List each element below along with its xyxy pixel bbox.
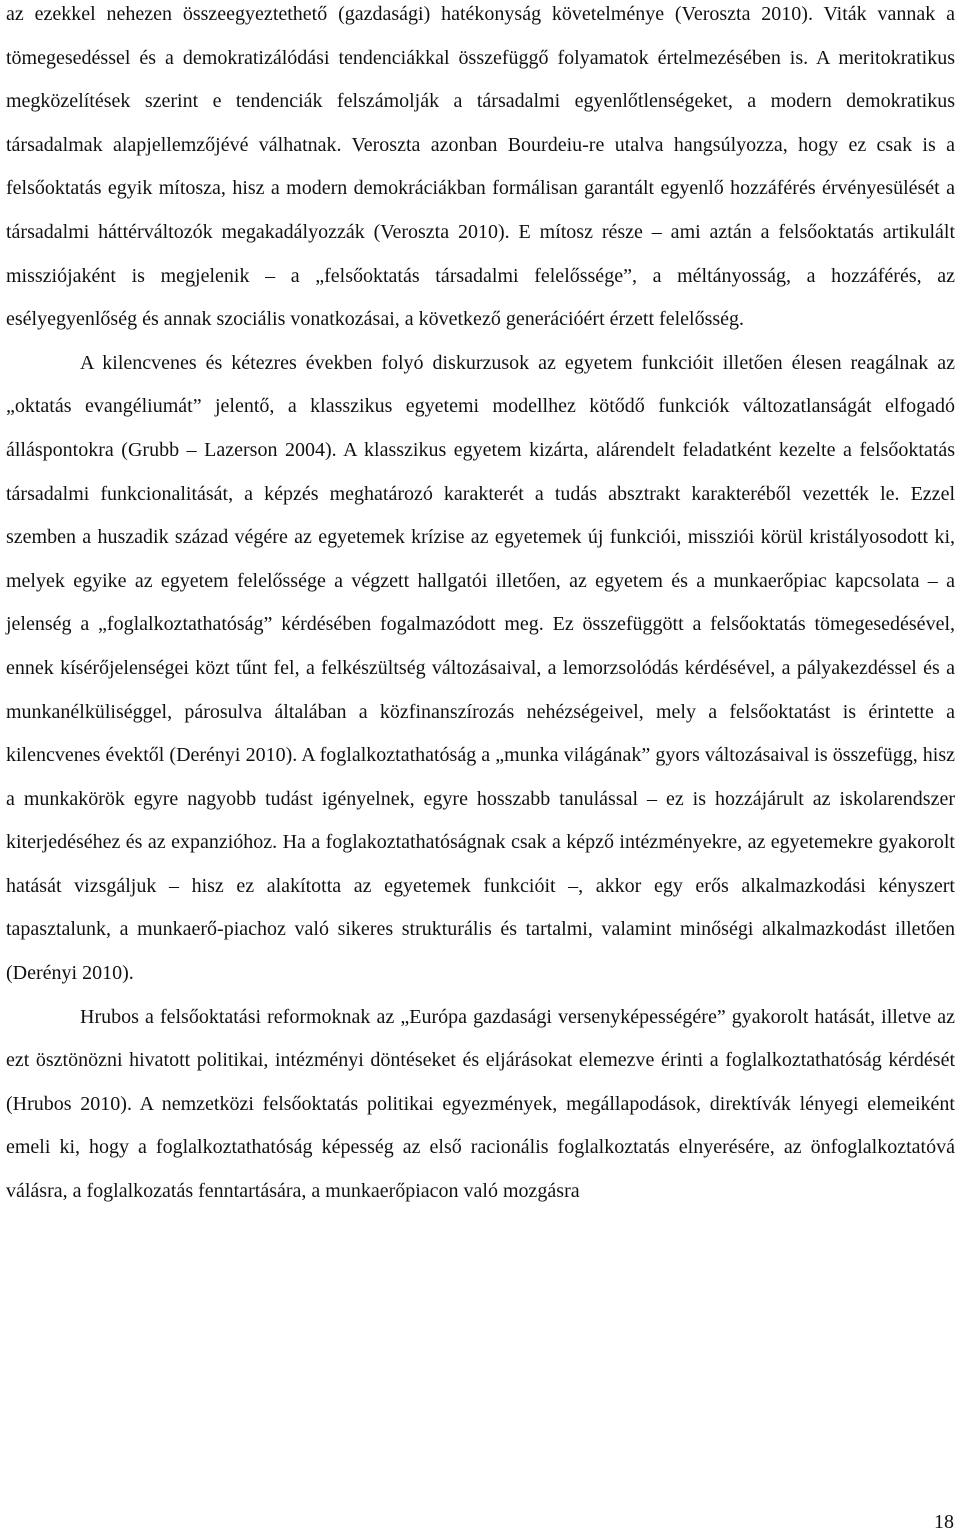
paragraph-1: az ezekkel nehezen összeegyeztethető (gazdasági) hatékonyság követelménye (Veroszta 2010). Viták vannak a tömegesedéssel és a demokratizálódási tendenciákkal összefüggő folyamatok értelmezésében is. A meritokratikus megközelítések szerint e tendenciák felszámolják a társadalmi egyenlőtlenségeket, a modern demokratikus társadalmak alapjellemzőjévé válhatnak. Veroszta azonban Bourdeiu-re utalva hangsúlyozza, hogy ez csak is a felsőoktatás egyik mítosza, hisz a modern demokráciákban formálisan garantált egyenlő hozzáférés érvényesülését a társadalmi háttérváltozók megakadályozzák (Veroszta 2010). E mítosz része – ami aztán a felsőoktatás artikulált missziójaként is megjelenik – a „felsőoktatás társadalmi felelőssége”, a méltányosság, a hozzáférés, az esélyegyenlőség és annak szociális vonatkozásai, a következő generációért érzett felelősség. bbox=[6, 3, 955, 331]
paragraph-2: A kilencvenes és kétezres években folyó diskurzusok az egyetem funkcióit illetően élesen reagálnak az „oktatás evangéliumát” jelentő, a klasszikus egyetemi modellhez kötődő funkciók változatlanságát elfogadó álláspontokra (Grubb – Lazerson 2004). A klasszikus egyetem kizárta, alárendelt feladatként kezelte a felsőoktatás társadalmi funkcionalitását, a képzés meghatározó karakterét a tudás absztrakt karakteréből vezették le. Ezzel szemben a huszadik század végére az egyetemek krízise az egyetemek új funkciói, missziói körül kristályosodott ki, melyek egyike az egyetem felelőssége a végzett hallgatói illetően, az egyetem és a munkaerőpiac kapcsolata – a jelenség a „foglalkoztathatóság” kérdésében fogalmazódott meg. Ez összefüggött a felsőoktatás tömegesedésével, ennek kísérőjelenségei közt tűnt fel, a felkészültség változásaival, a lemorzsolódás kérdésével, a pályakezdéssel és a munkanélküliséggel, párosulva általában a közfinanszírozás nehézségeivel, mely a felsőoktatást is érintette a kilencvenes évektől (Derényi 2010). A foglalkoztathatóság a „munka világának” gyors változásaival is összefügg, hisz a munkakörök egyre nagyobb tudást igényelnek, egyre hosszabb tanulással – ez is hozzájárult az iskolarendszer kiterjedéséhez és az expanzióhoz. Ha a foglakoztathatóságnak csak a képző intézményekre, az egyetemekre gyakorolt hatását vizsgáljuk – hisz ez alakította az egyetemek funkcióit –, akkor egy erős alkalmazkodási kényszert tapasztalunk, a munkaerő-piachoz való sikeres strukturális és tartalmi, valamint minőségi alkalmazkodást illetően (Derényi 2010). bbox=[6, 351, 955, 985]
page-number: 18 bbox=[934, 1511, 954, 1533]
page-body bbox=[6, 0, 955, 1214]
paragraph-3: Hrubos a felsőoktatási reformoknak az „Európa gazdasági versenyképességére” gyakorolt hatását, illetve az ezt ösztönözni hivatott politikai, intézményi döntéseket és eljárásokat elemezve érinti a foglalkoztathatóság kérdését (Hrubos 2010). A nemzetközi felsőoktatás politikai egyezmények, megállapodások, direktívák lényegi elemeiként emeli ki, hogy a foglalkoztathatóság képesség az első racionális foglalkoztatás elnyerésére, az önfoglalkoztatóvá válásra, a foglalkozatás fenntartására, a munkaerőpiacon való mozgásra bbox=[6, 1005, 955, 1203]
